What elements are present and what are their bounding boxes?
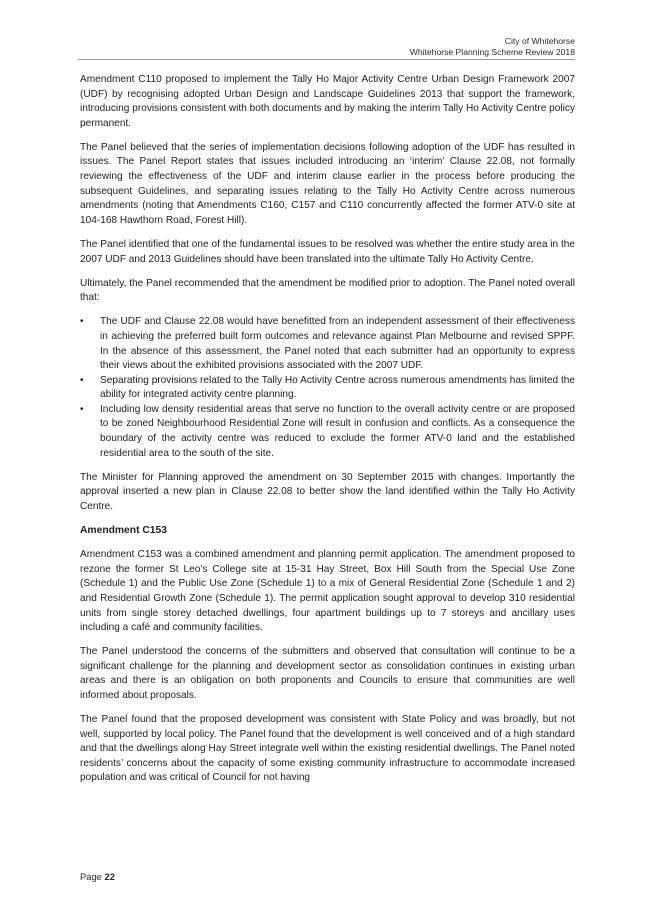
panel-findings-list xyxy=(80,315,575,461)
header-organisation: City of Whitehorse xyxy=(504,36,575,46)
paragraph-study-area: The Panel identified that one of the fundamental issues to be resolved was whether the entire study area in the 2007 UDF and 2013 Guidelines should have been translated into the ultimate Tally Ho Activity Centre. xyxy=(80,238,575,265)
paragraph-panel-issues: The Panel believed that the series of implementation decisions following adoption of the UDF has resulted in issues. The Panel Report states that issues included introducing an ‘interim’ Clause 22.08, not formally reviewing the effectiveness of the UDF and interim clause earlier in the process before producing the subsequent Guidelines, and separating issues relating to the Tally Ho Activity Centre across numerous amendments (noting that Amendments C160, C157 and C110 concurrently affected the former ATV-0 site at 104-168 Hawthorn Road, Forest Hill). xyxy=(80,141,575,226)
paragraph-consultation: The Panel understood the concerns of the submitters and observed that consultation will continue to be a significant challenge for the planning and development sector as consolidation continues in existing urban areas and there is an obligation on both proponents and Councils to ensure that communities are well informed about proposals. xyxy=(80,646,575,701)
paragraph-c153-intro: Amendment C153 was a combined amendment and planning permit application. The amendment proposed to rezone the former St Leo’s College site at 15-31 Hay Street, Box Hill South from the Special Use Zone (Schedule 1) and the Public Use Zone (Schedule 1) to a mix of General Residential Zone (Schedule 1 and 2) and Residential Growth Zone (Schedule 1). The permit application sought approval to develop 310 residential units from single storey detached dwellings, four apartment buildings up to 7 storeys and ancillary uses including a café and community facilities. xyxy=(80,549,575,634)
page-header xyxy=(410,36,575,58)
page-number: 22 xyxy=(104,871,115,882)
page-label: Page xyxy=(80,871,105,882)
paragraph-c110-intro: Amendment C110 proposed to implement the Tally Ho Major Activity Centre Urban Design Framework 2007 (UDF) by recognising adopted Urban Design and Landscape Guidelines 2013 that support the framework, introducing provisions consistent with both documents and by making the interim Tally Ho Activity Centre policy permanent. xyxy=(80,74,575,129)
paragraph-minister-approval: The Minister for Planning approved the amendment on 30 September 2015 with changes. Importantly the approval inserted a new plan in Clause 22.08 to better show the land identified within the Tally Ho Activity Centre. xyxy=(80,471,575,512)
header-document-title: Whitehorse Planning Scheme Review 2018 xyxy=(409,47,575,57)
page-body xyxy=(80,73,575,796)
paragraph-recommendation: Ultimately, the Panel recommended that the amendment be modified prior to adoption. The Panel noted overall that: xyxy=(80,277,575,304)
list-item: • The UDF and Clause 22.08 would have benefitted from an independent assessment of their effectiveness in achieving the preferred built form outcomes and relevance against Plan Melbourne and revised SPPF. In the absence of this assessment, the Panel noted that each submitter had an opportunity to express their views about the exhibited provisions associated with the 2007 UDF. xyxy=(80,315,575,373)
header-divider xyxy=(78,59,575,60)
section-heading-c153: Amendment C153 xyxy=(80,525,167,537)
page-footer xyxy=(80,871,115,882)
list-item: • Including low density residential areas that serve no function to the overall activity centre or are proposed to be zoned Neighbourhood Residential Zone will result in confusion and conflicts. As a consequence the boundary of the activity centre was reduced to exclude the former ATV-0 land and the established residential area to the south of the site. xyxy=(80,403,575,461)
paragraph-panel-findings: The Panel found that the proposed development was consistent with State Policy and was broadly, but not well, supported by local policy. The Panel found that the development is well conceived and of a high standard and that the dwellings along Hay Street integrate well within the existing residential dwellings. The Panel noted residents’ concerns about the capacity of some existing community infrastructure to accommodate increased population and was critical of Council for not having xyxy=(80,714,575,784)
list-item: • Separating provisions related to the Tally Ho Activity Centre across numerous amendments has limited the ability for integrated activity centre planning. xyxy=(80,374,575,403)
